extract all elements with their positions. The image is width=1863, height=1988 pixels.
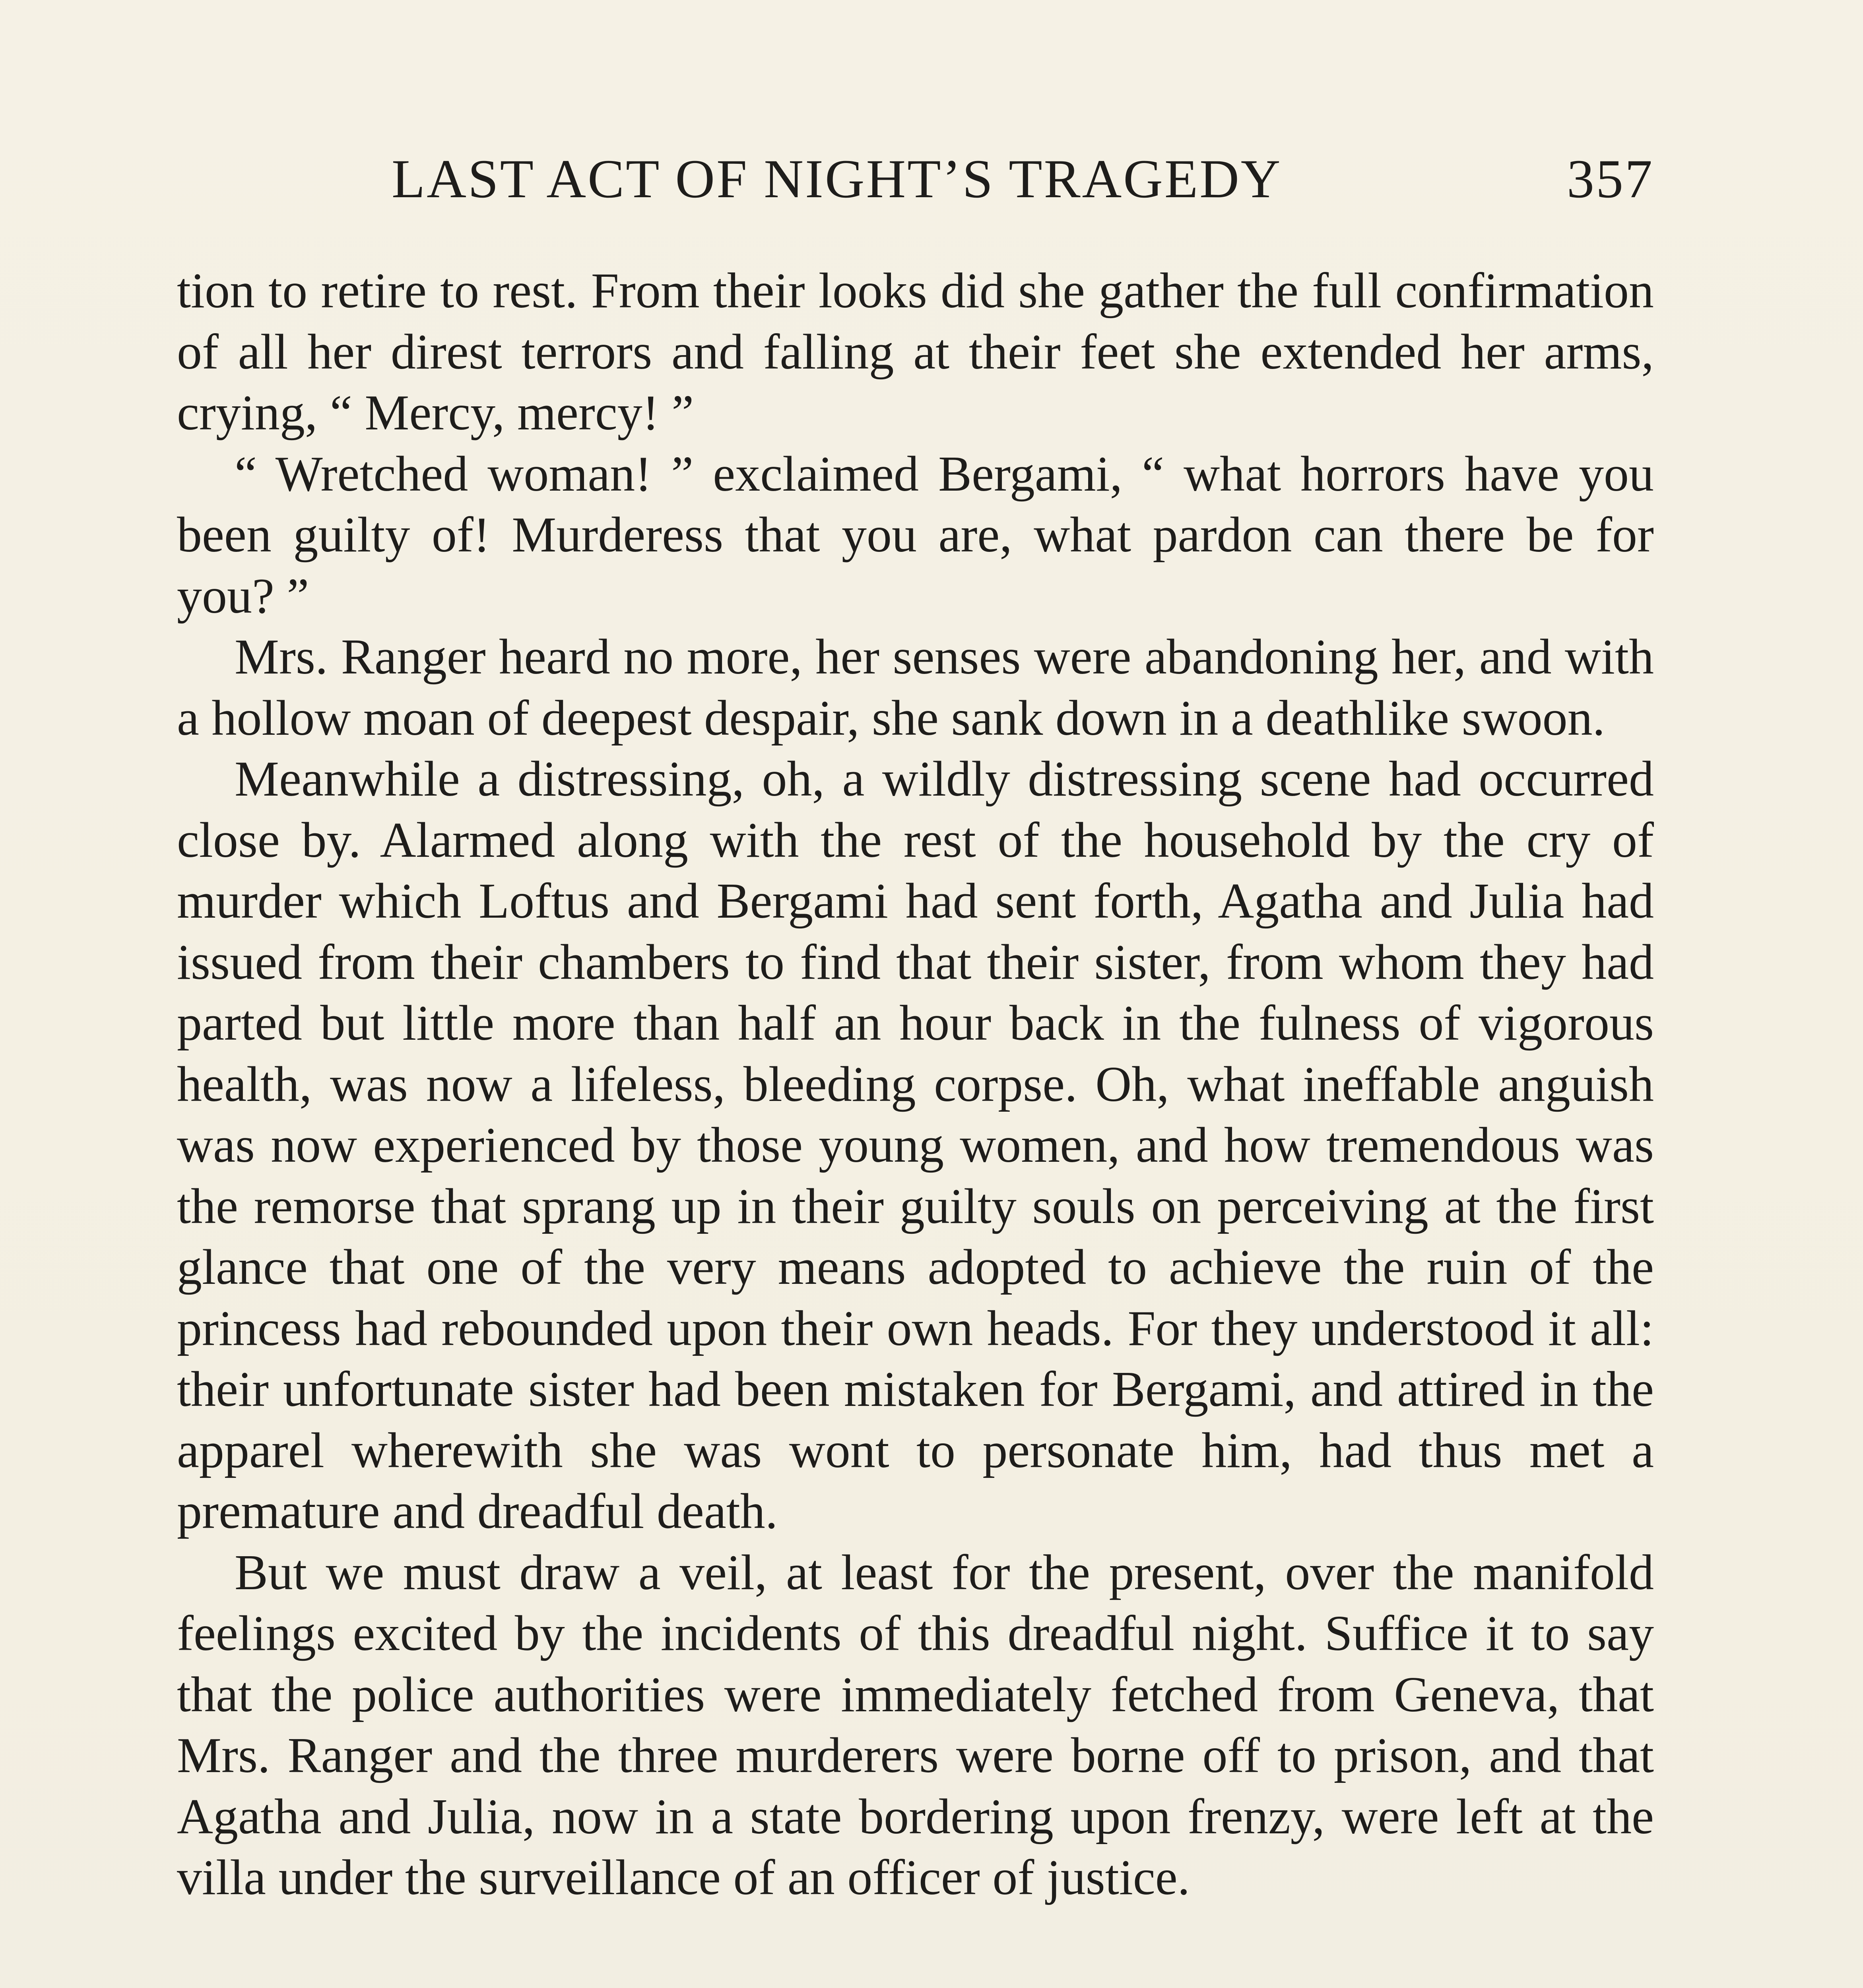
body-text: [177, 260, 1654, 1908]
paragraph-3: Mrs. Ranger heard no more, her senses were abandoning her, and with a hollow moan of deepest despair, she sank down in a deathlike swoon.: [177, 629, 1654, 746]
paragraph-1: tion to retire to rest. From their looks did she gather the full confirmation of all her direst terrors and falling at their feet she extended her arms, crying, “ Mercy, mercy! ”: [177, 263, 1654, 441]
paragraph-4: Meanwhile a distressing, oh, a wildly distressing scene had occurred close by. Alarmed along with the rest of the household by the cry of murder which Loftus and Bergami had sent forth, Agatha and Julia had issued from their chambers to find that their sister, from whom they had parted but little more than half an hour back in the fulness of vigorous health, was now a lifeless, bleeding corpse. Oh, what ineffable anguish was now experienced by those young women, and how tremendous was the remorse that sprang up in their guilty souls on perceiving at the first glance that one of the very means adopted to achieve the ruin of the princess had rebounded upon their own heads. For they understood it all: their unfortunate sister had been mistaken for Bergami, and attired in the apparel wherewith she was wont to personate him, had thus met a premature and dreadful death.: [177, 751, 1654, 1539]
page-number: 357: [1567, 148, 1654, 209]
running-head: LAST ACT OF NIGHT’S TRAGEDY: [392, 148, 1282, 209]
paragraph-2: “ Wretched woman! ” exclaimed Bergami, “ what horrors have you been guilty of! Murderess that you are, what pardon can there be for you? ”: [177, 446, 1654, 624]
paragraph-5: But we must draw a veil, at least for the present, over the manifold feelings excited by the incidents of this dreadful night. Suffice it to say that the police authorities were immediately fetched from Geneva, that Mrs. Ranger and the three murderers were borne off to prison, and that Agatha and Julia, now in a state bordering upon frenzy, were left at the villa under the surveillance of an officer of justice.: [177, 1545, 1654, 1905]
page-header: [177, 147, 1654, 215]
